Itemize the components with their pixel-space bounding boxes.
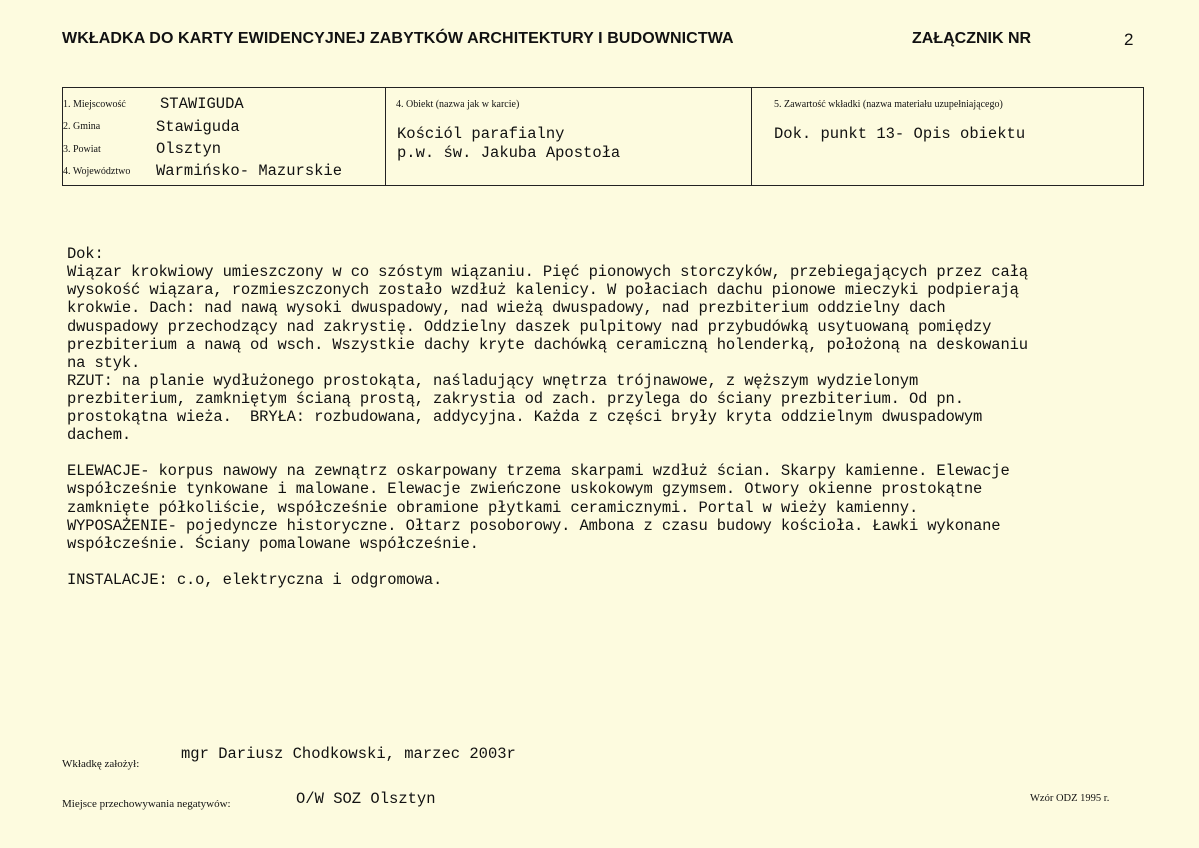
content-value: Dok. punkt 13- Opis obiektu <box>774 125 1026 143</box>
text-line: współcześnie. Ściany pomalowane współcześnie. <box>67 534 479 553</box>
text-line: krokwie. Dach: nad nawą wysoki dwuspadowy, nad wieżą dwuspadowy, nad prezbiterium oddzielny dach <box>67 299 946 318</box>
description-text <box>67 209 1147 607</box>
text-line <box>67 444 1147 462</box>
text-line: INSTALACJE: c.o, elektryczna i odgromowa. <box>67 570 443 589</box>
text-line: prostokątna wieża. BRYŁA: rozbudowana, addycyjna. Każda z części bryły kryta oddzielnym dwuspadowym <box>67 408 983 427</box>
place-value: STAWIGUDA <box>160 95 244 113</box>
text-line: zamknięte półkoliście, współcześnie obramione płytkami ceramicznymi. Portal w wieży kamienny. <box>67 498 919 517</box>
column-divider <box>751 88 752 185</box>
text-line: współcześnie tynkowane i malowane. Elewacje zwieńczone uskokowym gzymsem. Otwory okienne prostokątne <box>67 480 983 499</box>
object-label: 4. Obiekt (nazwa jak w karcie) <box>396 99 520 110</box>
author-label: Wkładkę założył: <box>62 758 140 770</box>
storage-label: Miejsce przechowywania negatywów: <box>62 798 231 810</box>
annex-label: ZAŁĄCZNIK NR <box>912 30 1032 47</box>
county-label: 3. Powiat <box>63 144 101 155</box>
text-line: RZUT: na planie wydłużonego prostokąta, naśladujący wnętrza trójnawowe, z węższym wydzielonym <box>67 371 919 390</box>
text-line: WYPOSAŻENIE- pojedyncze historyczne. Ołtarz posoborowy. Ambona z czasu budowy kościoła. Ławki wykonane <box>67 516 1001 535</box>
province-value: Warmińsko- Mazurskie <box>156 162 343 180</box>
text-line: Dok: <box>67 245 104 264</box>
author-value: mgr Dariusz Chodkowski, marzec 2003r <box>181 745 516 763</box>
text-line: dwuspadowy przechodzący nad zakrystię. Oddzielny daszek pulpitowy nad przybudówką usytuowaną pomiędzy <box>67 317 992 336</box>
commune-value: Stawiguda <box>156 118 240 136</box>
text-line: ELEWACJE- korpus nawowy na zewnątrz oskarpowany trzema skarpami wzdłuż ścian. Skarpy kamienne. Elewacje <box>67 462 1010 481</box>
text-line: wysokość wiązara, rozmieszczonych zostało wzdłuż kalenicy. W połaciach dachu pionowe mieczyki podpierają <box>67 281 1019 300</box>
county-value: Olsztyn <box>156 140 222 158</box>
template-note: Wzór ODZ 1995 r. <box>1030 793 1110 804</box>
province-label: 4. Województwo <box>63 166 131 177</box>
object-name-line1: Kościól parafialny <box>397 125 565 143</box>
commune-label: 2. Gmina <box>63 121 101 132</box>
text-line: prezbiterium a nawą od wsch. Wszystkie dachy kryte dachówką ceramiczną holenderką, położoną na deskowaniu <box>67 335 1028 354</box>
place-label: 1. Miejscowość <box>63 99 126 110</box>
document-title: WKŁADKA DO KARTY EWIDENCYJNEJ ZABYTKÓW ARCHITEKTURY I BUDOWNICTWA <box>62 30 734 47</box>
text-line: Wiązar krokwiowy umieszczony w co szóstym wiązaniu. Pięć pionowych storczyków, przebiegających przez całą <box>67 263 1028 282</box>
info-box <box>62 87 1144 186</box>
text-line: prezbiterium, zamkniętym ścianą prostą, zakrystia od zach. przylega do ściany prezbiterium. Od pn. <box>67 389 964 408</box>
column-divider <box>385 88 386 185</box>
storage-value: O/W SOZ Olsztyn <box>296 790 436 808</box>
content-label: 5. Zawartość wkładki (nazwa materiału uzupełniającego) <box>774 99 1003 110</box>
text-line: na styk. <box>67 353 141 372</box>
annex-number: 2 <box>1124 30 1134 49</box>
object-name-line2: p.w. św. Jakuba Apostoła <box>397 144 621 162</box>
text-line: dachem. <box>67 426 132 445</box>
text-line <box>67 553 1147 571</box>
